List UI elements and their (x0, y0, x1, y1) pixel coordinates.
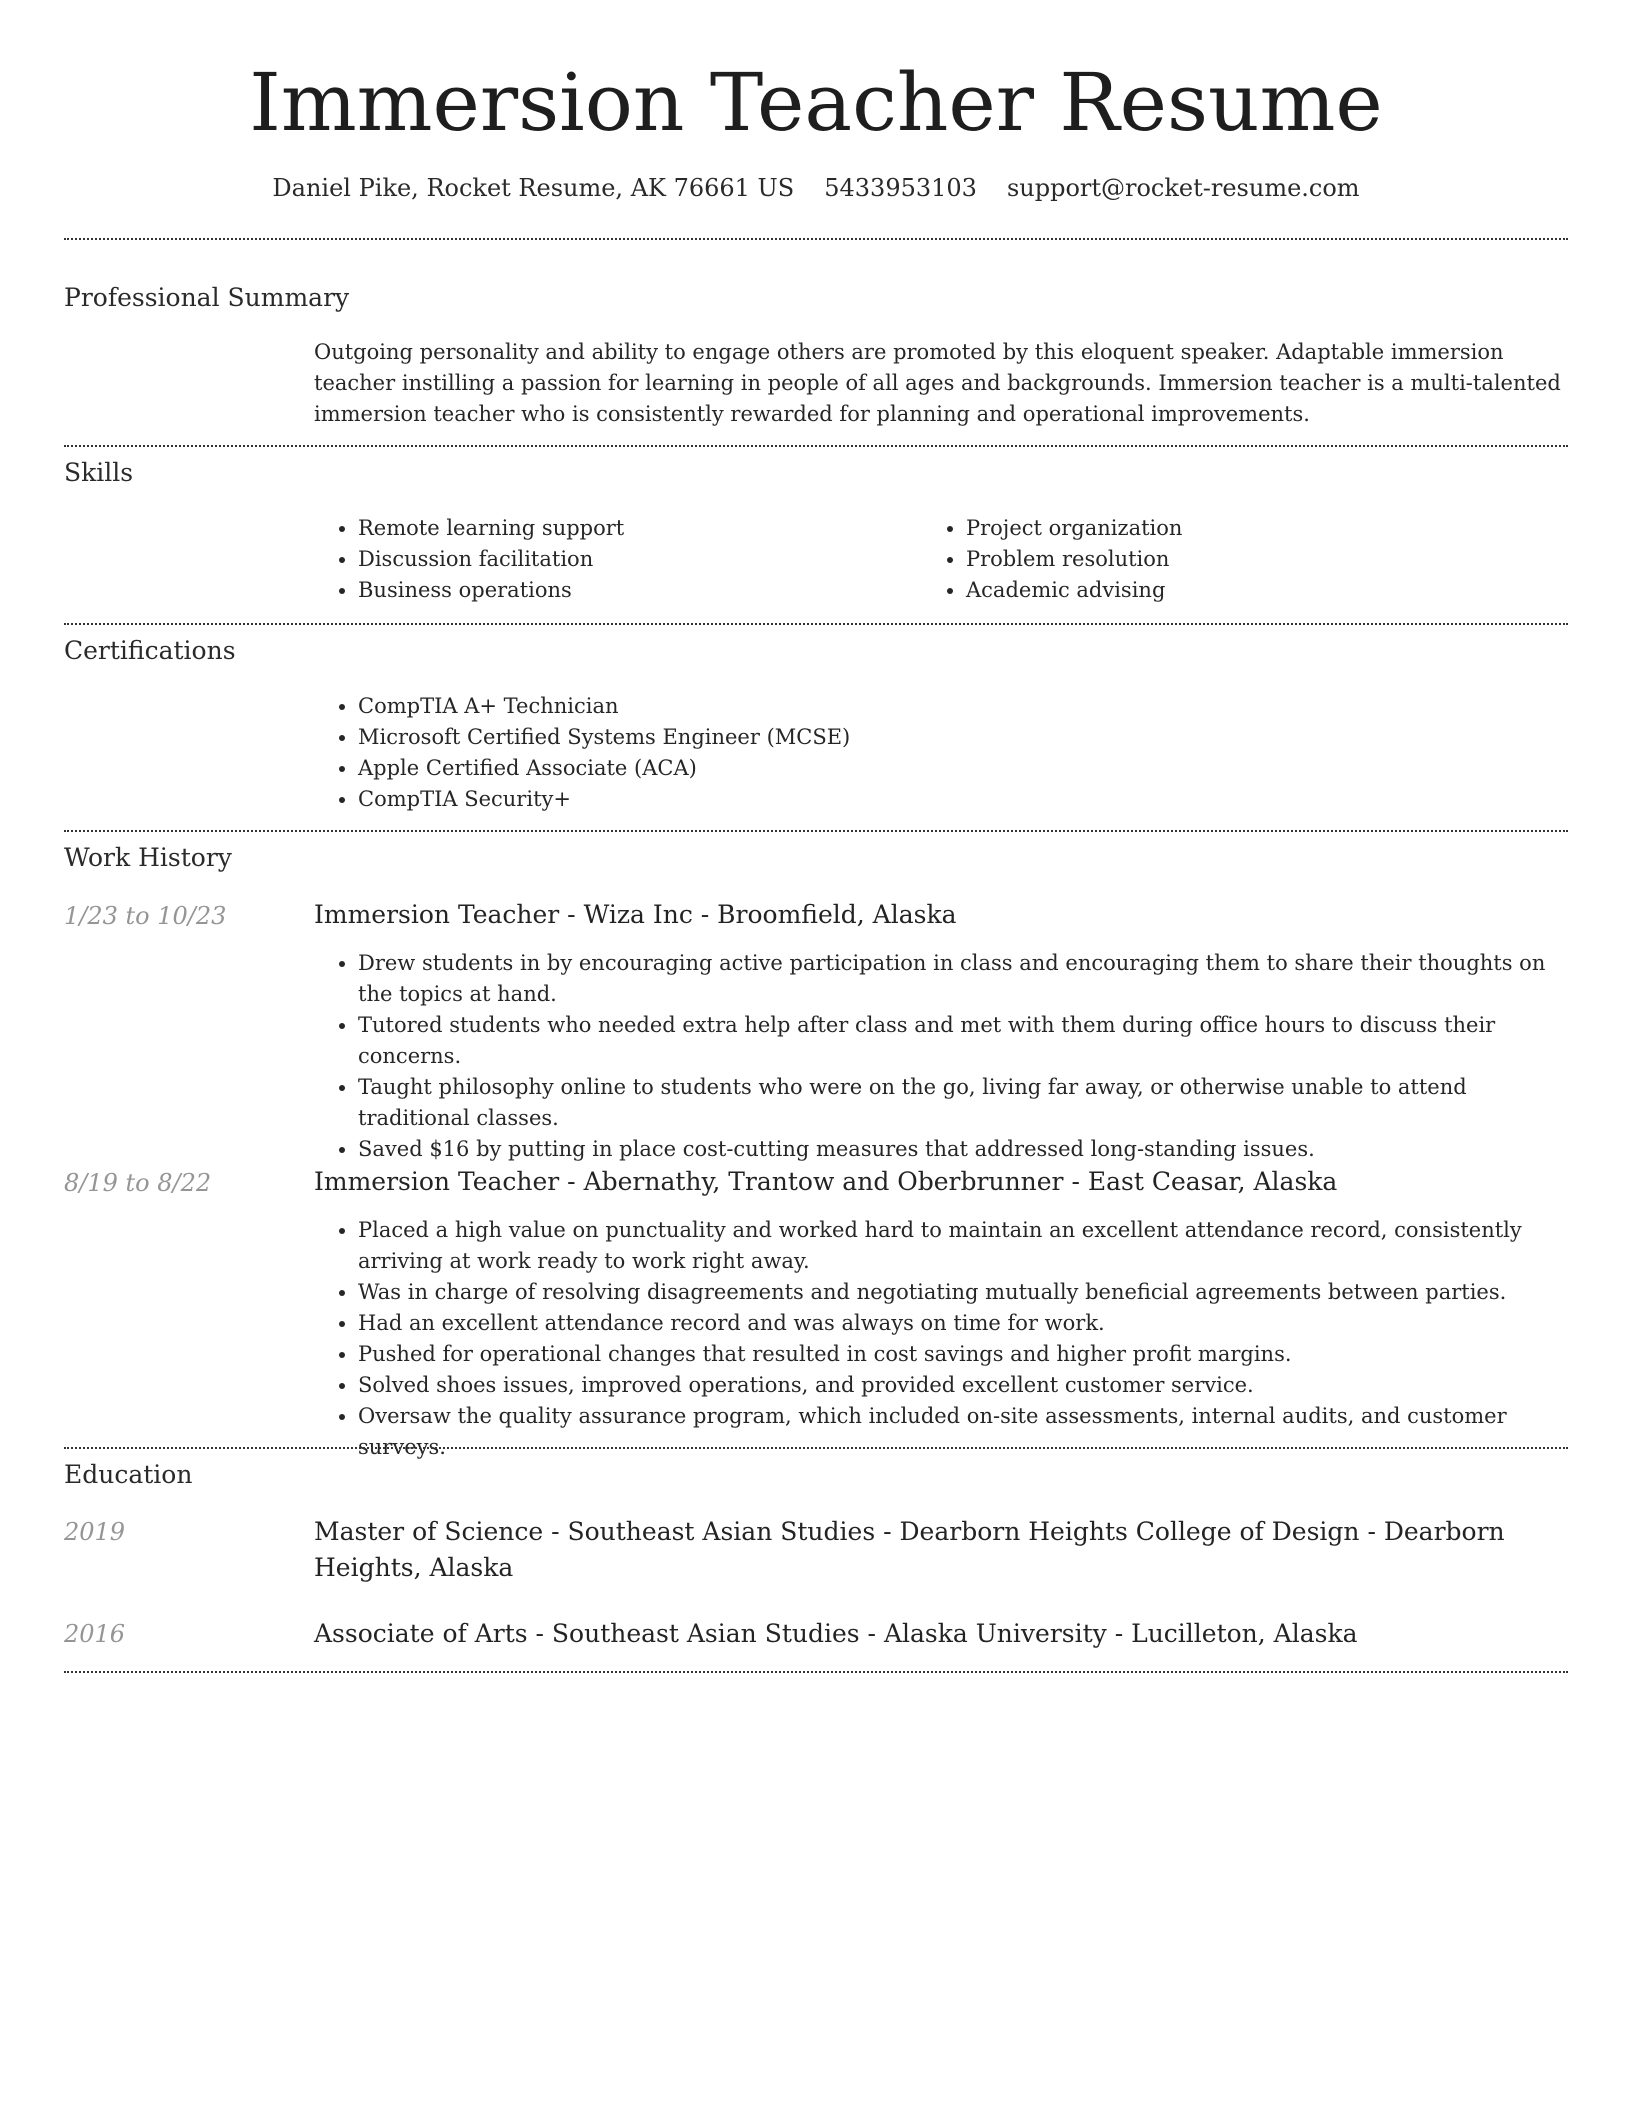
skill-item: • Project organization (966, 513, 1522, 544)
skills-column-left (314, 513, 914, 606)
contact-address: Daniel Pike, Rocket Resume, AK 76661 US (272, 174, 795, 202)
job-bullet: • Taught philosophy online to students who were on the go, living far away, or otherwise unable to attend traditional classes. (358, 1072, 1568, 1134)
skill-item: • Discussion facilitation (358, 544, 914, 575)
job-bullet: • Oversaw the quality assurance program, which included on-site assessments, internal audits, and customer surveys. (358, 1401, 1568, 1463)
job-title: Immersion Teacher - Abernathy, Trantow and Oberbrunner - East Ceasar, Alaska (314, 1167, 1338, 1196)
certifications-heading: Certifications (64, 636, 236, 665)
skills-column-right (922, 513, 1522, 606)
summary-text: Outgoing personality and ability to engage others are promoted by this eloquent speaker. Adaptable immersion teacher instilling a passion for learning in people of all ages and backgrounds. Immersion teacher is a multi-talented immersion teacher who is consistently rewarded for planning and operational improvements. (314, 340, 1561, 426)
work-history-heading: Work History (64, 843, 232, 872)
job-bullets (314, 948, 1568, 1165)
divider (64, 623, 1568, 625)
job-bullets (314, 1215, 1568, 1463)
job-bullet: • Was in charge of resolving disagreements and negotiating mutually beneficial agreements between parties. (358, 1277, 1568, 1308)
certification-item: • Apple Certified Associate (ACA) (358, 753, 1568, 784)
certification-item: • CompTIA Security+ (358, 784, 1568, 815)
certification-item: • Microsoft Certified Systems Engineer (MCSE) (358, 722, 1568, 753)
skill-item: • Problem resolution (966, 544, 1522, 575)
certifications-list (314, 691, 1568, 815)
job-bullet: • Solved shoes issues, improved operations, and provided excellent customer service. (358, 1370, 1568, 1401)
education-entry: Associate of Arts - Southeast Asian Studies - Alaska University - Lucilleton, Alaska (314, 1619, 1358, 1648)
divider (64, 830, 1568, 832)
job-bullet: • Pushed for operational changes that resulted in cost savings and higher profit margins. (358, 1339, 1568, 1370)
summary-heading: Professional Summary (64, 283, 350, 312)
skills-heading: Skills (64, 458, 134, 487)
education-year: 2019 (64, 1518, 126, 1546)
divider (64, 1671, 1568, 1673)
job-bullet: • Saved $16 by putting in place cost-cutting measures that addressed long-standing issues. (358, 1134, 1568, 1165)
divider (64, 445, 1568, 447)
job-dates: 1/23 to 10/23 (64, 902, 227, 930)
job-title: Immersion Teacher - Wiza Inc - Broomfield, Alaska (314, 900, 957, 929)
job-bullet: • Had an excellent attendance record and was always on time for work. (358, 1308, 1568, 1339)
skill-item: • Business operations (358, 575, 914, 606)
divider (64, 1447, 1568, 1449)
certification-item: • CompTIA A+ Technician (358, 691, 1568, 722)
resume-title: Immersion Teacher Resume (249, 56, 1383, 149)
contact-line (0, 168, 1632, 208)
job-dates: 8/19 to 8/22 (64, 1169, 212, 1197)
education-year: 2016 (64, 1620, 126, 1648)
education-entry: Master of Science - Southeast Asian Studies - Dearborn Heights College of Design - Dearborn Heights, Alaska (314, 1517, 1505, 1582)
education-heading: Education (64, 1460, 193, 1489)
skill-item: • Remote learning support (358, 513, 914, 544)
skill-item: • Academic advising (966, 575, 1522, 606)
contact-phone: 5433953103 (824, 174, 977, 202)
job-bullet: • Drew students in by encouraging active participation in class and encouraging them to share their thoughts on the topics at hand. (358, 948, 1568, 1010)
contact-email: support@rocket-resume.com (1006, 174, 1360, 202)
divider (64, 238, 1568, 240)
job-bullet: • Placed a high value on punctuality and worked hard to maintain an excellent attendance record, consistently arriving at work ready to work right away. (358, 1215, 1568, 1277)
job-bullet: • Tutored students who needed extra help after class and met with them during office hours to discuss their concerns. (358, 1010, 1568, 1072)
